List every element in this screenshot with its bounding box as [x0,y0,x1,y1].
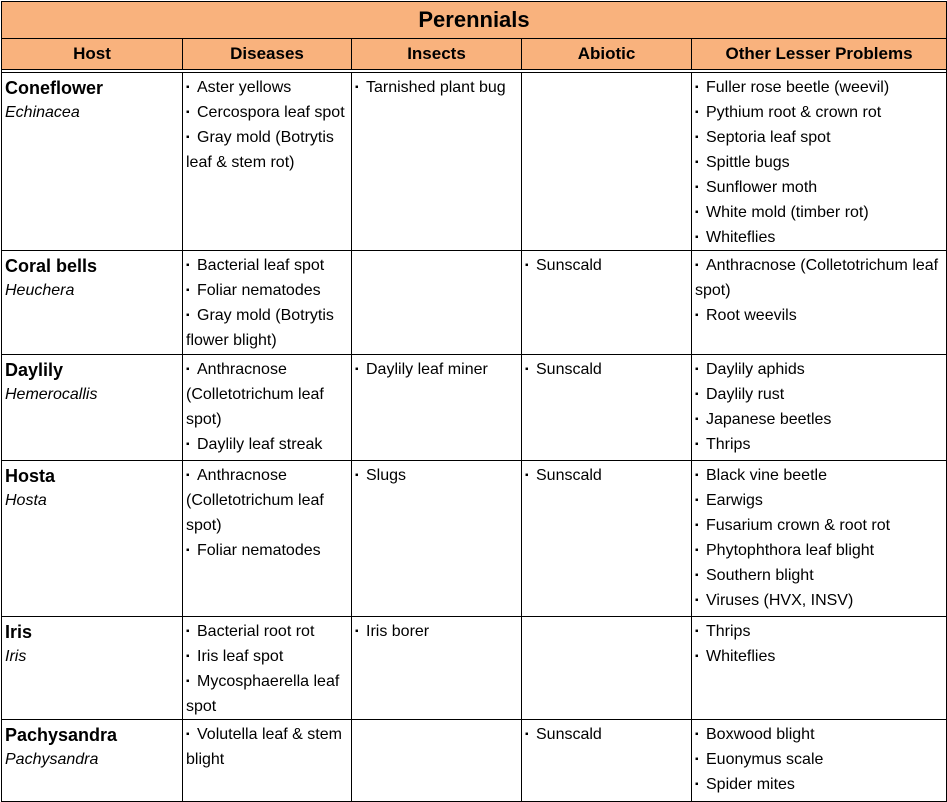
list-item [186,100,349,125]
bullet-icon [695,538,706,563]
abiotic-cell [522,251,692,355]
list-item [186,644,349,669]
abiotic-list [525,357,689,382]
list-item-text: Daylily leaf miner [366,361,488,378]
host-common-name: Hosta [5,466,56,486]
other-problems-list [695,722,944,797]
list-item [695,644,944,669]
list-item-text: Spider mites [706,776,795,793]
list-item-text: Foliar nematodes [197,282,321,299]
list-item-text: Iris leaf spot [197,648,284,665]
list-item [695,382,944,407]
list-item-text: Whiteflies [706,229,776,246]
bullet-icon [695,513,706,538]
list-item [695,175,944,200]
diseases-list [186,619,349,719]
list-item-text: Daylily leaf streak [197,436,323,453]
list-item-text: Whiteflies [706,648,776,665]
host-latin-name: Echinacea [5,104,80,121]
list-item [186,538,349,563]
host-common-name: Iris [5,622,33,642]
host-latin-name: Iris [5,648,27,665]
bullet-icon [186,253,197,278]
list-item-text: Slugs [366,467,407,484]
list-item [695,513,944,538]
host-cell [2,461,183,617]
list-item [695,619,944,644]
bullet-icon [695,175,706,200]
insects-cell [352,355,522,461]
list-item-text: Japanese beetles [706,411,832,428]
bullet-icon [695,722,706,747]
insects-list [355,75,519,100]
bullet-icon [186,619,197,644]
list-item [695,722,944,747]
bullet-icon [695,588,706,613]
insects-cell [352,720,522,802]
abiotic-cell [522,355,692,461]
insects-list [355,357,519,382]
host-cell [2,355,183,461]
other-problems-list [695,253,944,328]
bullet-icon [695,75,706,100]
bullet-icon [186,75,197,100]
host-common-name: Coneflower [5,78,104,98]
other-problems-cell [692,617,947,720]
list-item [186,669,349,719]
bullet-icon [186,432,197,457]
table-row [2,617,947,720]
host-cell [2,73,183,251]
insects-cell [352,461,522,617]
list-item-text: Daylily rust [706,386,785,403]
list-item-text: Bacterial leaf spot [197,257,325,274]
table-title: Perennials [2,2,947,39]
bullet-icon [695,253,706,278]
list-item-text: Earwigs [706,492,763,509]
list-item-text: Iris borer [366,623,430,640]
other-problems-cell [692,251,947,355]
list-item-text: Euonymus scale [706,751,824,768]
bullet-icon [186,303,197,328]
bullet-icon [355,619,366,644]
bullet-icon [525,253,536,278]
bullet-icon [186,357,197,382]
other-problems-list [695,75,944,250]
diseases-list [186,463,349,563]
other-problems-cell [692,720,947,802]
bullet-icon [695,303,706,328]
table-body [2,73,947,802]
list-item [355,463,519,488]
table-row [2,251,947,355]
list-item-text: Root weevils [706,307,797,324]
list-item-text: Sunflower moth [706,179,818,196]
bullet-icon [186,100,197,125]
abiotic-cell [522,720,692,802]
list-item [695,200,944,225]
list-item-text: Spittle bugs [706,154,790,171]
list-item [186,125,349,175]
list-item [186,722,349,772]
table-row [2,461,947,617]
other-problems-cell [692,73,947,251]
other-problems-cell [692,355,947,461]
list-item [695,150,944,175]
bullet-icon [525,722,536,747]
table-row [2,720,947,802]
list-item [695,772,944,797]
list-item [695,538,944,563]
bullet-icon [695,225,706,250]
list-item [695,225,944,250]
bullet-icon [695,125,706,150]
list-item [186,432,349,457]
list-item-text: Aster yellows [197,79,292,96]
list-item-text: Sunscald [536,726,602,743]
bullet-icon [695,407,706,432]
perennials-table [1,1,947,802]
list-item-text: Sunscald [536,257,602,274]
abiotic-list [525,253,689,278]
bullet-icon [186,538,197,563]
bullet-icon [186,669,197,694]
bullet-icon [695,432,706,457]
bullet-icon [186,463,197,488]
header-other-lesser-problems: Other Lesser Problems [692,39,947,70]
bullet-icon [355,75,366,100]
insects-cell [352,617,522,720]
bullet-icon [695,747,706,772]
insects-cell [352,251,522,355]
list-item [695,488,944,513]
list-item-text: Mycosphaerella leaf spot [186,673,340,715]
list-item-text: White mold (timber rot) [706,204,869,221]
list-item [695,588,944,613]
host-common-name: Coral bells [5,256,98,276]
list-item-text: Daylily aphids [706,361,805,378]
other-problems-list [695,619,944,669]
list-item [695,432,944,457]
host-common-name: Pachysandra [5,725,118,745]
bullet-icon [695,563,706,588]
header-diseases: Diseases [183,39,352,70]
diseases-cell [183,461,352,617]
list-item [525,463,689,488]
diseases-cell [183,73,352,251]
insects-list [355,463,519,488]
list-item-text: Volutella leaf & stem blight [186,726,342,768]
abiotic-cell [522,461,692,617]
list-item-text: Fuller rose beetle (weevil) [706,79,890,96]
diseases-cell [183,617,352,720]
table-row [2,355,947,461]
diseases-list [186,357,349,457]
abiotic-cell [522,73,692,251]
other-problems-list [695,463,944,613]
other-problems-list [695,357,944,457]
bullet-icon [355,357,366,382]
bullet-icon [695,772,706,797]
list-item [695,253,944,303]
diseases-cell [183,355,352,461]
list-item [695,747,944,772]
bullet-icon [186,278,197,303]
list-item-text: Fusarium crown & root rot [706,517,891,534]
bullet-icon [695,644,706,669]
list-item-text: Black vine beetle [706,467,827,484]
list-item-text: Pythium root & crown rot [706,104,882,121]
list-item-text: Thrips [706,623,751,640]
list-item-text: Southern blight [706,567,814,584]
list-item [695,75,944,100]
list-item [186,75,349,100]
bullet-icon [695,619,706,644]
other-problems-cell [692,461,947,617]
insects-cell [352,73,522,251]
list-item [186,463,349,538]
host-latin-name: Heuchera [5,282,75,299]
header-insects: Insects [352,39,522,70]
host-latin-name: Pachysandra [5,751,99,768]
list-item-text: Foliar nematodes [197,542,321,559]
bullet-icon [695,357,706,382]
list-item-text: Anthracnose (Colletotrichum leaf spot) [695,257,939,299]
diseases-list [186,253,349,353]
host-cell [2,251,183,355]
bullet-icon [695,150,706,175]
list-item-text: Tarnished plant bug [366,79,506,96]
diseases-cell [183,720,352,802]
list-item [695,125,944,150]
list-item-text: Anthracnose (Colletotrichum leaf spot) [186,361,324,428]
list-item [355,357,519,382]
list-item-text: Sunscald [536,467,602,484]
list-item [355,75,519,100]
host-cell [2,720,183,802]
list-item [355,619,519,644]
list-item [695,463,944,488]
list-item-text: Septoria leaf spot [706,129,831,146]
list-item-text: Anthracnose (Colletotrichum leaf spot) [186,467,324,534]
diseases-cell [183,251,352,355]
list-item [695,357,944,382]
list-item-text: Viruses (HVX, INSV) [706,592,854,609]
list-item [186,619,349,644]
insects-list [355,619,519,644]
bullet-icon [186,644,197,669]
bullet-icon [525,357,536,382]
bullet-icon [695,463,706,488]
host-latin-name: Hemerocallis [5,386,98,403]
list-item-text: Phytophthora leaf blight [706,542,875,559]
list-item-text: Gray mold (Botrytis flower blight) [186,307,334,349]
bullet-icon [186,722,197,747]
list-item [186,278,349,303]
list-item [186,303,349,353]
host-cell [2,617,183,720]
list-item [695,563,944,588]
diseases-list [186,722,349,772]
list-item [695,100,944,125]
abiotic-cell [522,617,692,720]
list-item [525,722,689,747]
list-item-text: Thrips [706,436,751,453]
header-abiotic: Abiotic [522,39,692,70]
list-item [186,357,349,432]
bullet-icon [355,463,366,488]
host-latin-name: Hosta [5,492,47,509]
abiotic-list [525,463,689,488]
bullet-icon [525,463,536,488]
list-item-text: Boxwood blight [706,726,815,743]
list-item [525,253,689,278]
list-item-text: Gray mold (Botrytis leaf & stem rot) [186,129,334,171]
diseases-list [186,75,349,175]
list-item [695,407,944,432]
header-host: Host [2,39,183,70]
list-item-text: Cercospora leaf spot [197,104,345,121]
list-item [695,303,944,328]
host-common-name: Daylily [5,360,64,380]
bullet-icon [695,382,706,407]
list-item [186,253,349,278]
list-item-text: Sunscald [536,361,602,378]
abiotic-list [525,722,689,747]
bullet-icon [695,200,706,225]
bullet-icon [695,100,706,125]
table-row [2,73,947,251]
list-item [525,357,689,382]
bullet-icon [695,488,706,513]
bullet-icon [186,125,197,150]
list-item-text: Bacterial root rot [197,623,315,640]
